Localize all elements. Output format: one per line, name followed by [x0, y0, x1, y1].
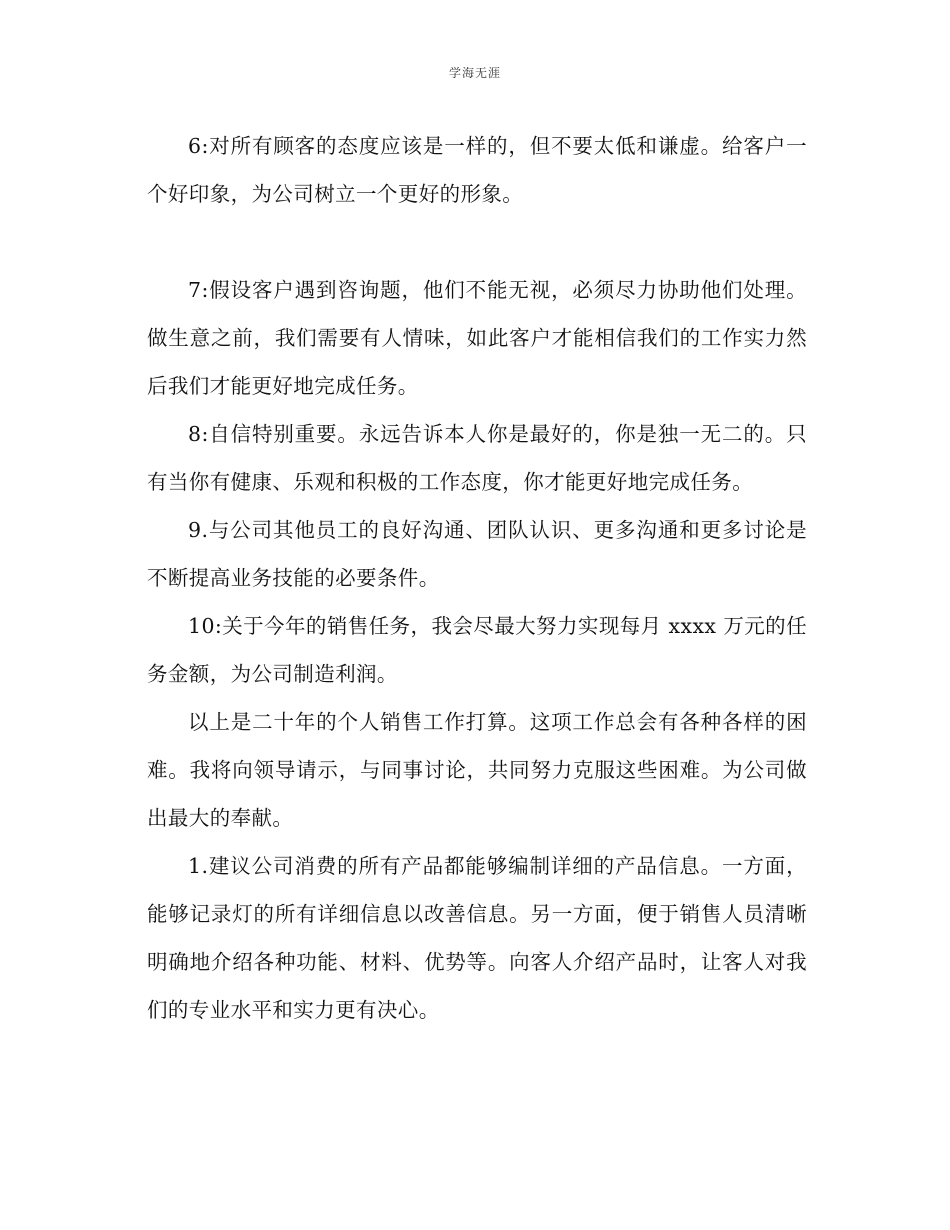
paragraph-8: 8:自信特别重要。永远告诉本人你是最好的，你是独一无二的。只有当你有健康、乐观和积极的工作态度，你才能更好地完成任务。 [147, 422, 807, 494]
paragraph-6: 6:对所有顾客的态度应该是一样的，但不要太低和谦虚。给客户一个好印象，为公司树立一个更好的形象。 [147, 134, 807, 206]
paragraph-9: 9.与公司其他员工的良好沟通、团队认识、更多沟通和更多讨论是不断提高业务技能的必要条件。 [147, 518, 807, 590]
paragraph-summary: 以上是二十年的个人销售工作打算。这项工作总会有各种各样的困难。我将向领导请示，与同事讨论，共同努力克服这些困难。为公司做出最大的奉献。 [147, 710, 807, 830]
paragraph-7: 7:假设客户遇到咨询题，他们不能无视，必须尽力协助他们处理。做生意之前，我们需要有人情味，如此客户才能相信我们的工作实力然后我们才能更好地完成任务。 [147, 278, 807, 398]
paragraph-suggestion-1: 1.建议公司消费的所有产品都能够编制详细的产品信息。一方面，能够记录灯的所有详细信息以改善信息。另一方面，便于销售人员清晰明确地介绍各种功能、材料、优势等。向客人介绍产品时，让客人对我们的专业水平和实力更有决心。 [147, 854, 807, 1022]
page-header: 学海无涯 [448, 66, 501, 80]
document-body [147, 122, 807, 1034]
paragraph-10: 10:关于今年的销售任务，我会尽最大努力实现每月 xxxx 万元的任务金额，为公司制造利润。 [147, 614, 807, 686]
